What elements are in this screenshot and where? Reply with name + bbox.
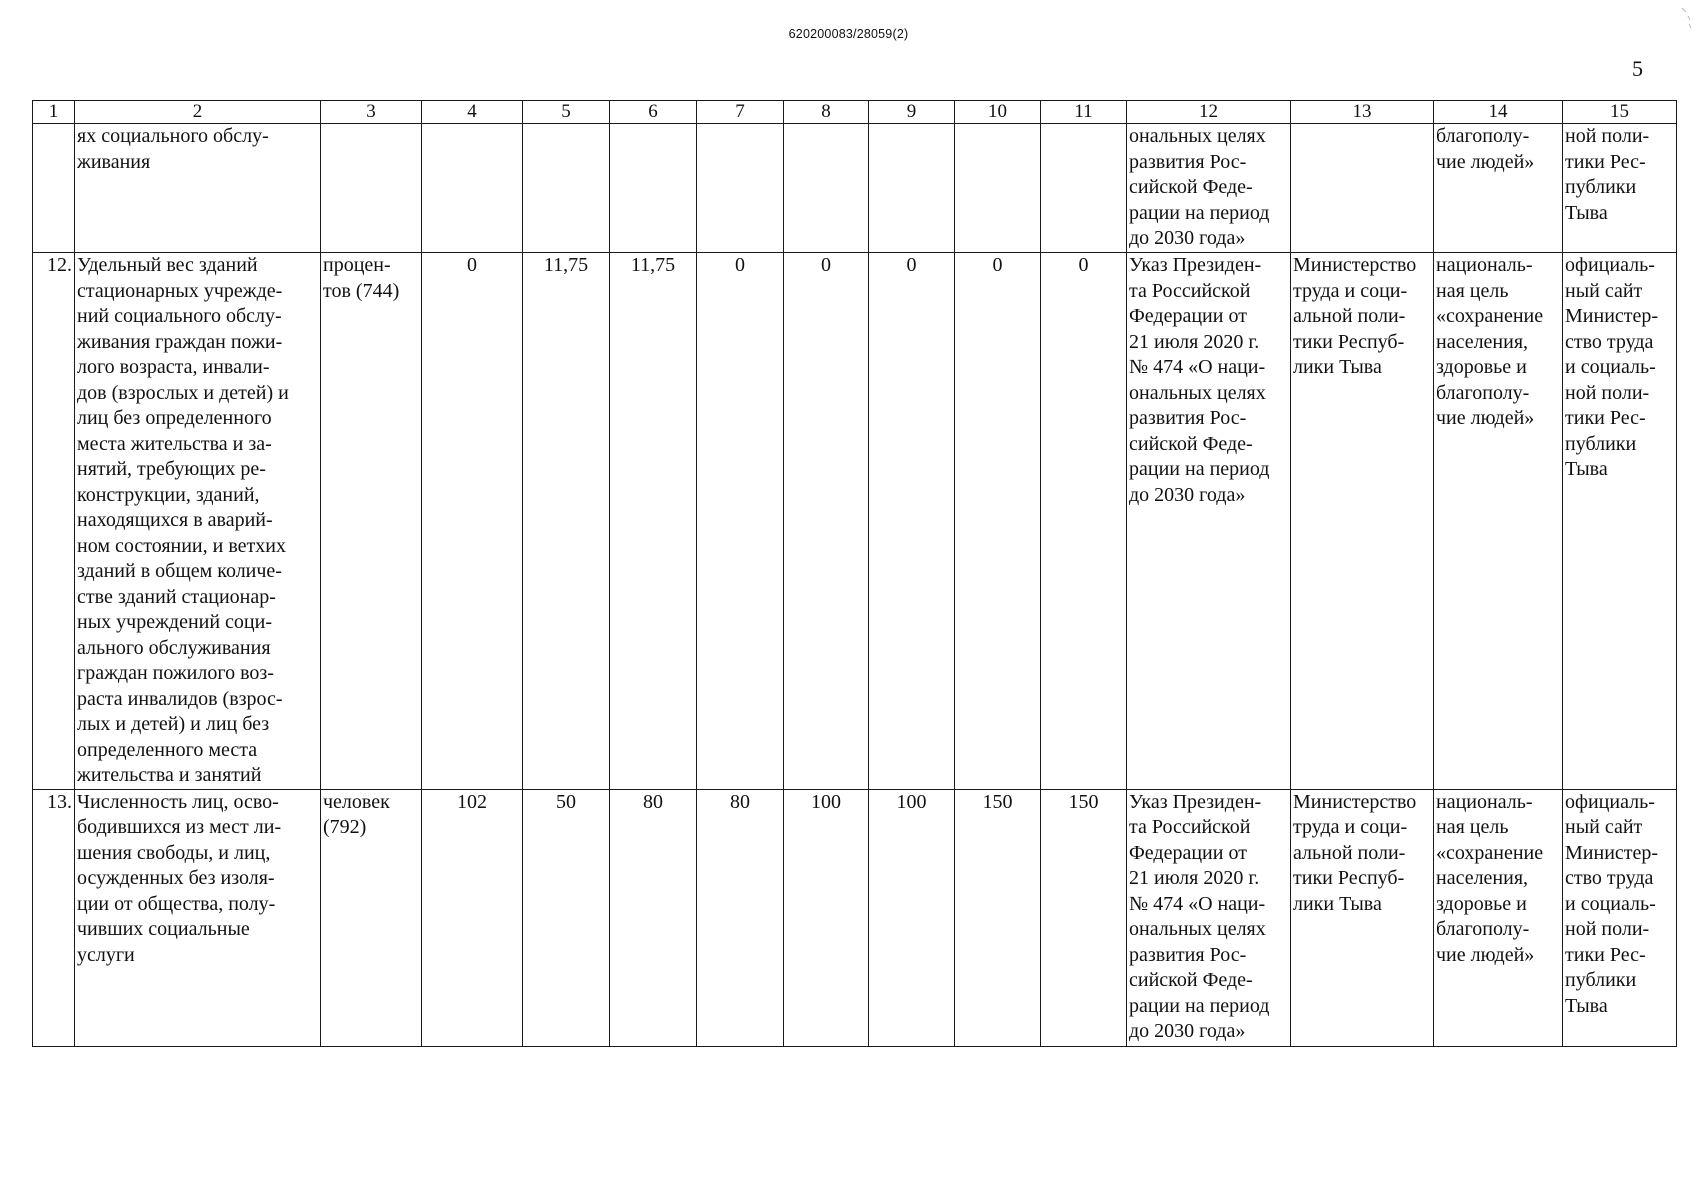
national-goal-cell: националь- ная цель «сохранение населения, здоровье и благополу- чие людей» (1434, 253, 1563, 790)
responsible-body-cell: Министерство труда и соци- альной поли- тики Респуб- лики Тыва (1291, 253, 1434, 790)
row-number-cell (33, 124, 75, 253)
value-cell: 11,75 (523, 253, 610, 790)
value-cell: 0 (784, 253, 869, 790)
column-number-row (33, 101, 1677, 124)
value-cell (610, 124, 697, 253)
value-cell: 80 (610, 789, 697, 1046)
row-number-cell: 13. (33, 789, 75, 1046)
unit-cell: человек (792) (321, 789, 422, 1046)
row-number-cell: 12. (33, 253, 75, 790)
column-header: 2 (75, 101, 321, 124)
indicator-name-cell: Численность лиц, осво- бодившихся из мест ли- шения свободы, и лиц, осужденных без изоля- ции от общества, полу- чивших социальные услуги (75, 789, 321, 1046)
column-header: 13 (1291, 101, 1434, 124)
document-basis-cell: ональных целях развития Рос- сийской Феде- рации на период до 2030 года» (1127, 124, 1291, 253)
publication-source-cell: официаль- ный сайт Министер- ство труда и социаль- ной поли- тики Рес- публики Тыва (1563, 789, 1677, 1046)
column-header: 5 (523, 101, 610, 124)
column-header: 7 (697, 101, 784, 124)
column-header: 15 (1563, 101, 1677, 124)
column-header: 4 (422, 101, 523, 124)
value-cell: 11,75 (610, 253, 697, 790)
table-row (33, 789, 1677, 1046)
value-cell: 0 (955, 253, 1041, 790)
value-cell: 0 (422, 253, 523, 790)
publication-source-cell: ной поли- тики Рес- публики Тыва (1563, 124, 1677, 253)
indicator-name-cell: Удельный вес зданий стационарных учрежде- ний социального обслу- живания граждан пожи- лого возраста, инвали- дов (взрослых и детей) и лиц без определенного места жительства и за- нятий, требующих ре- конструкции, зданий, находящихся в аварий- ном состоянии, и ветхих зданий в общем количе- стве зданий стационар- ных учреждений соци- ального обслуживания граждан пожилого воз- раста инвалидов (взрос- лых и детей) и лиц без определенного места жительства и занятий (75, 253, 321, 790)
unit-cell: процен- тов (744) (321, 253, 422, 790)
value-cell: 102 (422, 789, 523, 1046)
publication-source-cell: официаль- ный сайт Министер- ство труда и социаль- ной поли- тики Рес- публики Тыва (1563, 253, 1677, 790)
value-cell (697, 124, 784, 253)
value-cell: 0 (1041, 253, 1127, 790)
document-basis-cell: Указ Президен- та Российской Федерации от 21 июля 2020 г. № 474 «О наци- ональных целях развития Рос- сийской Феде- рации на период до 2030 года» (1127, 253, 1291, 790)
value-cell: 50 (523, 789, 610, 1046)
column-header: 8 (784, 101, 869, 124)
page-number: 5 (1632, 56, 1643, 81)
column-header: 12 (1127, 101, 1291, 124)
value-cell (422, 124, 523, 253)
indicator-name-cell: ях социального обслу- живания (75, 124, 321, 253)
national-goal-cell: благополу- чие людей» (1434, 124, 1563, 253)
column-header: 1 (33, 101, 75, 124)
value-cell (955, 124, 1041, 253)
column-header: 3 (321, 101, 422, 124)
value-cell: 150 (955, 789, 1041, 1046)
column-header: 9 (869, 101, 955, 124)
value-cell: 100 (784, 789, 869, 1046)
responsible-body-cell (1291, 124, 1434, 253)
unit-cell (321, 124, 422, 253)
responsible-body-cell: Министерство труда и соци- альной поли- тики Респуб- лики Тыва (1291, 789, 1434, 1046)
value-cell (1041, 124, 1127, 253)
column-header: 10 (955, 101, 1041, 124)
column-header: 14 (1434, 101, 1563, 124)
national-goal-cell: националь- ная цель «сохранение населения, здоровье и благополу- чие людей» (1434, 789, 1563, 1046)
document-id: 620200083/28059(2) (788, 27, 909, 41)
document-basis-cell: Указ Президен- та Российской Федерации от 21 июля 2020 г. № 474 «О наци- ональных целях развития Рос- сийской Феде- рации на период до 2030 года» (1127, 789, 1291, 1046)
value-cell: 80 (697, 789, 784, 1046)
value-cell (784, 124, 869, 253)
value-cell (523, 124, 610, 253)
column-header: 11 (1041, 101, 1127, 124)
column-header: 6 (610, 101, 697, 124)
scan-artifact-mark (1680, 6, 1692, 30)
value-cell (869, 124, 955, 253)
value-cell: 0 (697, 253, 784, 790)
table-row-continuation (33, 124, 1677, 253)
value-cell: 0 (869, 253, 955, 790)
table-row (33, 253, 1677, 790)
value-cell: 150 (1041, 789, 1127, 1046)
indicators-table (32, 100, 1677, 1047)
value-cell: 100 (869, 789, 955, 1046)
